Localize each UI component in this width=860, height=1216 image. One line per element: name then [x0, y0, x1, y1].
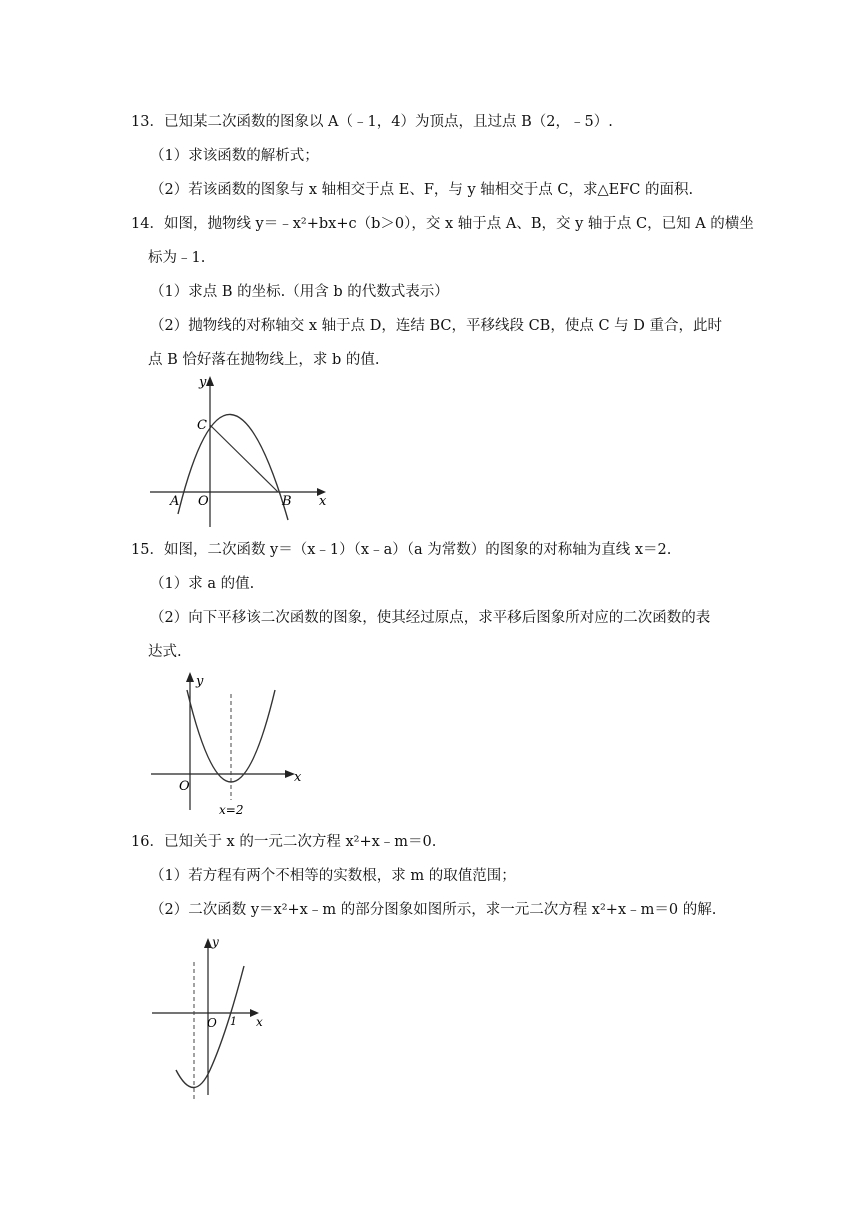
q15-label-x: x [294, 770, 302, 785]
q13-stem: 13．已知某二次函数的图象以 A（﹣1，4）为顶点，且过点 B（2，﹣5）. [131, 114, 613, 130]
q14-segment-cb [210, 425, 278, 492]
q15-figure [145, 668, 310, 818]
q14-label-x: x [319, 494, 327, 509]
q15-stem: 15．如图，二次函数 y＝（x﹣1）（x﹣a）（a 为常数）的图象的对称轴为直线 x＝2. [131, 542, 672, 558]
q14-label-o: O [198, 494, 209, 509]
q16-label-x: x [256, 1015, 263, 1029]
q14-figure-svg [140, 372, 340, 532]
q15-part2-line2: 达式. [148, 644, 182, 660]
q16-part2: （2）二次函数 y＝x²+x﹣m 的部分图象如图所示，求一元二次方程 x²+x﹣m＝0 的解. [150, 902, 717, 918]
q14-y-arrow [206, 376, 214, 386]
q15-label-o: O [179, 779, 190, 794]
q16-label-y: y [212, 935, 219, 949]
q15-part2-line1: （2）向下平移该二次函数的图象，使其经过原点，求平移后图象所对应的二次函数的表 [150, 610, 711, 626]
q13-part1: （1）求该函数的解析式； [150, 148, 319, 164]
q15-figure-svg [145, 668, 310, 818]
q14-stem-line2: 标为﹣1. [148, 250, 206, 266]
q13-part2: （2）若该函数的图象与 x 轴相交于点 E、F，与 y 轴相交于点 C，求△EFC 的面积. [150, 182, 694, 198]
q16-figure-svg [148, 930, 273, 1105]
q14-figure [140, 372, 340, 532]
q16-label-o: O [207, 1016, 217, 1030]
q14-part2-line1: （2）抛物线的对称轴交 x 轴于点 D，连结 BC，平移线段 CB，使点 C 与 D 重合，此时 [150, 318, 722, 334]
q15-part1: （1）求 a 的值. [150, 576, 255, 592]
q15-label-y: y [196, 674, 204, 689]
q16-figure [148, 930, 273, 1105]
q16-stem: 16．已知关于 x 的一元二次方程 x²+x﹣m＝0. [131, 834, 437, 850]
q15-label-axis: x=2 [219, 803, 244, 817]
q14-part2-line2: 点 B 恰好落在抛物线上，求 b 的值. [148, 352, 380, 368]
q16-y-arrow [204, 938, 212, 948]
q15-y-arrow [186, 672, 194, 682]
q14-label-a: A [170, 494, 180, 509]
q14-stem-line1: 14．如图，抛物线 y＝﹣x²+bx+c（b＞0），交 x 轴于点 A、B，交 y 轴于点 C，已知 A 的横坐 [131, 216, 754, 232]
q14-label-b: B [282, 494, 292, 509]
q16-part1: （1）若方程有两个不相等的实数根，求 m 的取值范围； [150, 868, 516, 884]
q14-label-y: y [199, 375, 207, 390]
q14-label-c: C [197, 418, 207, 433]
q16-label-one: 1 [230, 1015, 237, 1028]
q14-part1: （1）求点 B 的坐标.（用含 b 的代数式表示） [150, 284, 449, 300]
q14-parabola [178, 414, 288, 520]
